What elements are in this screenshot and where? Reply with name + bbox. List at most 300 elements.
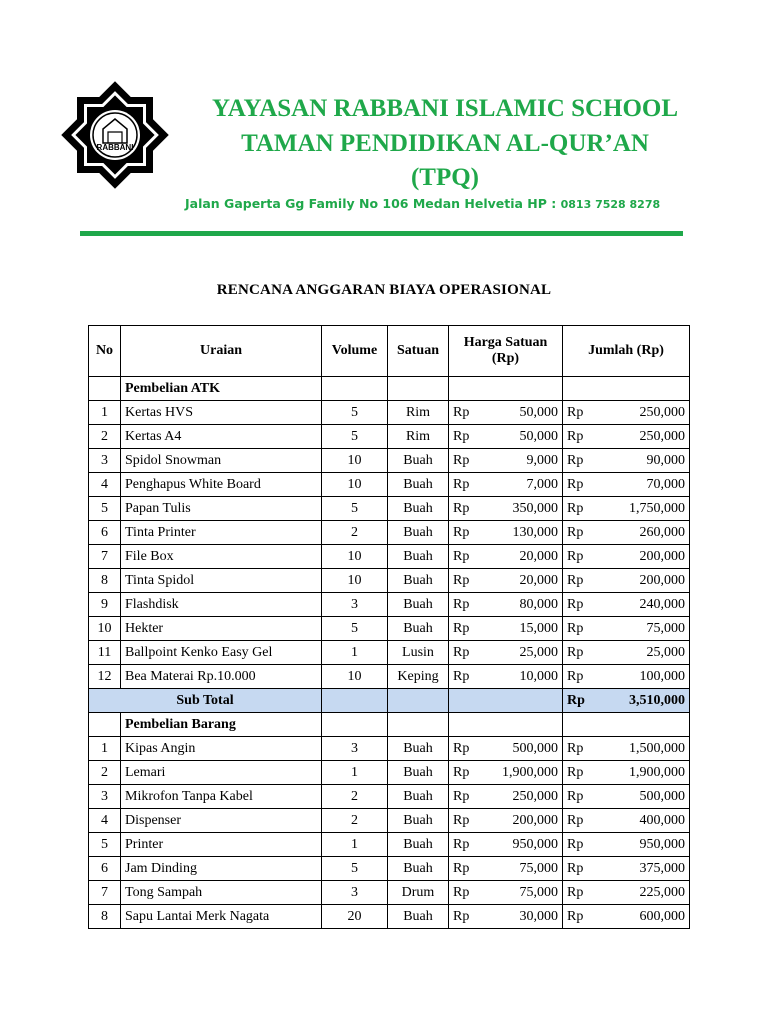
row-volume: 10	[322, 473, 388, 497]
row-jumlah-wrap	[567, 621, 685, 637]
currency-label: Rp	[567, 572, 584, 588]
table-row	[89, 473, 690, 497]
header-uraian: Uraian	[121, 326, 322, 377]
row-jumlah-wrap	[567, 669, 685, 685]
row-uraian: Lemari	[121, 761, 322, 785]
row-satuan: Buah	[388, 857, 449, 881]
section-empty-cell	[322, 713, 388, 737]
row-harga	[449, 545, 563, 569]
row-uraian: Hekter	[121, 617, 322, 641]
row-harga	[449, 449, 563, 473]
row-volume: 5	[322, 857, 388, 881]
row-volume: 3	[322, 593, 388, 617]
currency-label: Rp	[567, 548, 584, 564]
table-row	[89, 521, 690, 545]
section-empty-cell	[563, 713, 690, 737]
row-harga-value: 75,000	[519, 860, 558, 876]
table-row	[89, 857, 690, 881]
row-jumlah	[563, 521, 690, 545]
row-harga	[449, 737, 563, 761]
address-text: Jalan Gaperta Gg Family No 106 Medan Helvetia HP :	[185, 196, 561, 211]
row-satuan: Buah	[388, 761, 449, 785]
row-satuan: Buah	[388, 569, 449, 593]
currency-label: Rp	[453, 788, 470, 804]
row-jumlah	[563, 497, 690, 521]
row-harga-wrap	[453, 621, 558, 637]
row-volume: 5	[322, 617, 388, 641]
row-harga-value: 20,000	[519, 572, 558, 588]
row-harga	[449, 641, 563, 665]
row-uraian: File Box	[121, 545, 322, 569]
row-satuan: Buah	[388, 785, 449, 809]
row-volume: 10	[322, 665, 388, 689]
row-harga	[449, 401, 563, 425]
row-no: 12	[89, 665, 121, 689]
row-jumlah-wrap	[567, 789, 685, 805]
row-uraian: Bea Materai Rp.10.000	[121, 665, 322, 689]
row-satuan: Rim	[388, 425, 449, 449]
row-harga-wrap	[453, 597, 558, 613]
currency-label: Rp	[567, 428, 584, 444]
row-jumlah-wrap	[567, 909, 685, 925]
row-harga-value: 950,000	[512, 836, 558, 852]
row-no: 11	[89, 641, 121, 665]
school-abbrev: (TPQ)	[410, 164, 480, 191]
row-jumlah-wrap	[567, 453, 685, 469]
row-harga	[449, 809, 563, 833]
row-harga-wrap	[453, 861, 558, 877]
row-jumlah-wrap	[567, 597, 685, 613]
currency-label: Rp	[453, 428, 470, 444]
currency-label: Rp	[567, 452, 584, 468]
row-jumlah-wrap	[567, 573, 685, 589]
currency-label: Rp	[453, 452, 470, 468]
row-harga-value: 15,000	[519, 620, 558, 636]
row-jumlah	[563, 545, 690, 569]
row-jumlah-wrap	[567, 765, 685, 781]
row-satuan: Drum	[388, 881, 449, 905]
row-harga-value: 350,000	[512, 500, 558, 516]
currency-label: Rp	[453, 596, 470, 612]
row-jumlah-value: 375,000	[639, 860, 685, 876]
row-jumlah-value: 1,750,000	[629, 500, 685, 516]
row-no: 2	[89, 425, 121, 449]
currency-label: Rp	[567, 668, 584, 684]
row-jumlah	[563, 473, 690, 497]
row-satuan: Keping	[388, 665, 449, 689]
row-harga	[449, 617, 563, 641]
row-harga-value: 250,000	[512, 788, 558, 804]
row-volume: 5	[322, 497, 388, 521]
row-satuan: Buah	[388, 617, 449, 641]
row-harga	[449, 833, 563, 857]
row-harga-wrap	[453, 885, 558, 901]
row-harga-wrap	[453, 669, 558, 685]
currency-label: Rp	[567, 908, 584, 924]
table-header-row	[89, 326, 690, 377]
currency-label: Rp	[567, 404, 584, 420]
row-harga	[449, 425, 563, 449]
row-volume: 1	[322, 641, 388, 665]
row-no: 1	[89, 737, 121, 761]
subtotal-row	[89, 689, 690, 713]
row-volume: 3	[322, 881, 388, 905]
currency-label: Rp	[453, 524, 470, 540]
subtotal-amount-value: 3,510,000	[629, 692, 685, 708]
row-jumlah	[563, 593, 690, 617]
currency-label: Rp	[567, 596, 584, 612]
header-no: No	[89, 326, 121, 377]
row-volume: 2	[322, 521, 388, 545]
section-empty-cell	[449, 713, 563, 737]
row-volume: 1	[322, 761, 388, 785]
row-volume: 5	[322, 425, 388, 449]
row-jumlah	[563, 401, 690, 425]
row-harga	[449, 665, 563, 689]
row-no: 4	[89, 473, 121, 497]
row-harga-wrap	[453, 789, 558, 805]
row-jumlah-value: 400,000	[639, 812, 685, 828]
row-volume: 2	[322, 785, 388, 809]
table-row	[89, 785, 690, 809]
row-harga	[449, 593, 563, 617]
row-harga	[449, 905, 563, 929]
row-jumlah-wrap	[567, 837, 685, 853]
row-harga-value: 75,000	[519, 884, 558, 900]
currency-label: Rp	[453, 908, 470, 924]
row-harga-wrap	[453, 765, 558, 781]
row-uraian: Mikrofon Tanpa Kabel	[121, 785, 322, 809]
row-jumlah	[563, 665, 690, 689]
currency-label: Rp	[453, 644, 470, 660]
section-name: Pembelian Barang	[121, 713, 322, 737]
table-row	[89, 401, 690, 425]
row-volume: 2	[322, 809, 388, 833]
currency-label: Rp	[453, 764, 470, 780]
row-uraian: Ballpoint Kenko Easy Gel	[121, 641, 322, 665]
section-empty-cell	[563, 377, 690, 401]
row-harga	[449, 761, 563, 785]
row-jumlah-value: 200,000	[639, 572, 685, 588]
currency-label: Rp	[453, 572, 470, 588]
section-row	[89, 377, 690, 401]
section-name: Pembelian ATK	[121, 377, 322, 401]
row-uraian: Kertas A4	[121, 425, 322, 449]
row-jumlah-value: 1,900,000	[629, 764, 685, 780]
row-harga-value: 1,900,000	[502, 764, 558, 780]
table-row	[89, 425, 690, 449]
currency-label: Rp	[453, 668, 470, 684]
row-satuan: Buah	[388, 473, 449, 497]
row-volume: 1	[322, 833, 388, 857]
school-address	[185, 196, 745, 211]
row-jumlah-wrap	[567, 741, 685, 757]
currency-label: Rp	[567, 644, 584, 660]
row-jumlah-wrap	[567, 525, 685, 541]
row-jumlah	[563, 641, 690, 665]
currency-label: Rp	[567, 476, 584, 492]
row-jumlah	[563, 857, 690, 881]
table-row	[89, 737, 690, 761]
row-uraian: Tinta Spidol	[121, 569, 322, 593]
table-row	[89, 809, 690, 833]
row-satuan: Buah	[388, 497, 449, 521]
section-empty-cell	[322, 377, 388, 401]
currency-label: Rp	[453, 860, 470, 876]
row-satuan: Buah	[388, 833, 449, 857]
row-harga-wrap	[453, 645, 558, 661]
row-satuan: Buah	[388, 521, 449, 545]
row-uraian: Tinta Printer	[121, 521, 322, 545]
header-jumlah: Jumlah (Rp)	[563, 326, 690, 377]
header-volume: Volume	[322, 326, 388, 377]
row-satuan: Buah	[388, 905, 449, 929]
row-jumlah-wrap	[567, 405, 685, 421]
row-uraian: Spidol Snowman	[121, 449, 322, 473]
row-jumlah-wrap	[567, 885, 685, 901]
row-harga-wrap	[453, 405, 558, 421]
row-volume: 10	[322, 569, 388, 593]
subtotal-amount	[563, 689, 690, 713]
row-jumlah-wrap	[567, 861, 685, 877]
currency-label: Rp	[453, 884, 470, 900]
row-no: 1	[89, 401, 121, 425]
row-harga-wrap	[453, 741, 558, 757]
row-uraian: Tong Sampah	[121, 881, 322, 905]
row-volume: 10	[322, 449, 388, 473]
row-no: 5	[89, 497, 121, 521]
row-satuan: Lusin	[388, 641, 449, 665]
row-uraian: Kipas Angin	[121, 737, 322, 761]
currency-label: Rp	[567, 884, 584, 900]
subtotal-label: Sub Total	[89, 689, 322, 713]
row-harga-value: 50,000	[519, 404, 558, 420]
row-jumlah	[563, 569, 690, 593]
currency-label: Rp	[453, 836, 470, 852]
subtotal-empty-cell	[388, 689, 449, 713]
table-row	[89, 545, 690, 569]
currency-label: Rp	[567, 524, 584, 540]
row-jumlah	[563, 449, 690, 473]
row-no: 3	[89, 785, 121, 809]
row-no: 8	[89, 569, 121, 593]
row-jumlah-value: 100,000	[639, 668, 685, 684]
logo-text: RABBANI	[96, 143, 134, 152]
row-jumlah	[563, 737, 690, 761]
table-row	[89, 641, 690, 665]
row-harga	[449, 857, 563, 881]
table-row	[89, 665, 690, 689]
row-no: 7	[89, 545, 121, 569]
row-jumlah-value: 200,000	[639, 548, 685, 564]
section-no-cell	[89, 377, 121, 401]
row-jumlah	[563, 833, 690, 857]
table-row	[89, 593, 690, 617]
row-harga	[449, 473, 563, 497]
row-jumlah-value: 250,000	[639, 428, 685, 444]
section-empty-cell	[388, 377, 449, 401]
row-uraian: Dispenser	[121, 809, 322, 833]
row-jumlah-value: 1,500,000	[629, 740, 685, 756]
row-harga-wrap	[453, 909, 558, 925]
row-harga-value: 80,000	[519, 596, 558, 612]
row-harga-value: 500,000	[512, 740, 558, 756]
row-satuan: Buah	[388, 449, 449, 473]
row-no: 7	[89, 881, 121, 905]
row-jumlah-wrap	[567, 477, 685, 493]
row-jumlah-wrap	[567, 645, 685, 661]
subtotal-empty-cell	[322, 689, 388, 713]
row-harga	[449, 521, 563, 545]
row-harga	[449, 785, 563, 809]
table-row	[89, 905, 690, 929]
row-harga-wrap	[453, 477, 558, 493]
table-row	[89, 497, 690, 521]
table-row	[89, 449, 690, 473]
row-jumlah-value: 240,000	[639, 596, 685, 612]
row-jumlah-value: 75,000	[646, 620, 685, 636]
phone-number: 0813 7528 8278	[560, 198, 661, 211]
row-harga-value: 50,000	[519, 428, 558, 444]
row-volume: 20	[322, 905, 388, 929]
row-jumlah-wrap	[567, 813, 685, 829]
row-volume: 5	[322, 401, 388, 425]
row-harga-wrap	[453, 429, 558, 445]
row-uraian: Printer	[121, 833, 322, 857]
header-divider	[80, 231, 683, 236]
table-body	[89, 377, 690, 929]
row-uraian: Jam Dinding	[121, 857, 322, 881]
row-satuan: Buah	[388, 545, 449, 569]
row-jumlah-value: 70,000	[646, 476, 685, 492]
row-jumlah	[563, 785, 690, 809]
currency-label: Rp	[567, 764, 584, 780]
row-jumlah-value: 225,000	[639, 884, 685, 900]
currency-label: Rp	[567, 812, 584, 828]
row-harga-wrap	[453, 501, 558, 517]
row-jumlah	[563, 809, 690, 833]
row-jumlah-wrap	[567, 549, 685, 565]
row-jumlah-value: 950,000	[639, 836, 685, 852]
row-harga-value: 25,000	[519, 644, 558, 660]
row-harga-wrap	[453, 525, 558, 541]
row-harga-value: 130,000	[512, 524, 558, 540]
budget-table	[88, 325, 690, 929]
row-jumlah-value: 500,000	[639, 788, 685, 804]
currency-label: Rp	[453, 404, 470, 420]
currency-label: Rp	[453, 548, 470, 564]
row-harga-wrap	[453, 573, 558, 589]
table-row	[89, 569, 690, 593]
row-harga-value: 10,000	[519, 668, 558, 684]
row-harga-value: 20,000	[519, 548, 558, 564]
school-subtitle: TAMAN PENDIDIKAN AL-QUR’AN	[241, 130, 649, 157]
currency-label: Rp	[567, 620, 584, 636]
row-volume: 3	[322, 737, 388, 761]
currency-label: Rp	[453, 500, 470, 516]
table-row	[89, 881, 690, 905]
row-uraian: Kertas HVS	[121, 401, 322, 425]
row-harga-wrap	[453, 813, 558, 829]
row-satuan: Buah	[388, 737, 449, 761]
row-harga	[449, 497, 563, 521]
header-harga-satuan: Harga Satuan (Rp)	[449, 326, 563, 377]
row-uraian: Sapu Lantai Merk Nagata	[121, 905, 322, 929]
row-jumlah	[563, 425, 690, 449]
row-no: 8	[89, 905, 121, 929]
table-row	[89, 617, 690, 641]
row-satuan: Buah	[388, 593, 449, 617]
row-uraian: Papan Tulis	[121, 497, 322, 521]
row-no: 2	[89, 761, 121, 785]
row-harga-wrap	[453, 549, 558, 565]
currency-label: Rp	[453, 740, 470, 756]
currency-label: Rp	[567, 500, 584, 516]
school-name: YAYASAN RABBANI ISLAMIC SCHOOL	[211, 95, 679, 122]
row-jumlah-wrap	[567, 429, 685, 445]
currency-label: Rp	[567, 788, 584, 804]
section-empty-cell	[449, 377, 563, 401]
row-jumlah	[563, 905, 690, 929]
row-jumlah	[563, 881, 690, 905]
row-satuan: Rim	[388, 401, 449, 425]
currency-label: Rp	[453, 620, 470, 636]
row-jumlah-wrap	[567, 501, 685, 517]
row-uraian: Flashdisk	[121, 593, 322, 617]
row-jumlah-value: 260,000	[639, 524, 685, 540]
row-harga	[449, 881, 563, 905]
currency-label: Rp	[567, 860, 584, 876]
currency-label: Rp	[567, 836, 584, 852]
document-title: RENCANA ANGGARAN BIAYA OPERASIONAL	[216, 282, 552, 298]
row-satuan: Buah	[388, 809, 449, 833]
currency-label: Rp	[567, 692, 585, 708]
row-jumlah-value: 90,000	[646, 452, 685, 468]
section-row	[89, 713, 690, 737]
row-jumlah-value: 600,000	[639, 908, 685, 924]
row-no: 9	[89, 593, 121, 617]
section-empty-cell	[388, 713, 449, 737]
row-no: 6	[89, 857, 121, 881]
row-jumlah-value: 25,000	[646, 644, 685, 660]
subtotal-amount-wrap	[567, 693, 685, 709]
row-uraian: Penghapus White Board	[121, 473, 322, 497]
row-jumlah-value: 250,000	[639, 404, 685, 420]
section-no-cell	[89, 713, 121, 737]
row-harga-wrap	[453, 453, 558, 469]
row-no: 10	[89, 617, 121, 641]
row-no: 3	[89, 449, 121, 473]
row-jumlah	[563, 617, 690, 641]
row-volume: 10	[322, 545, 388, 569]
row-harga	[449, 569, 563, 593]
table-row	[89, 761, 690, 785]
row-harga-value: 7,000	[526, 476, 558, 492]
row-no: 6	[89, 521, 121, 545]
currency-label: Rp	[453, 476, 470, 492]
row-harga-wrap	[453, 837, 558, 853]
currency-label: Rp	[567, 740, 584, 756]
subtotal-empty-cell	[449, 689, 563, 713]
row-harga-value: 9,000	[526, 452, 558, 468]
row-no: 5	[89, 833, 121, 857]
row-harga-value: 30,000	[519, 908, 558, 924]
row-harga-value: 200,000	[512, 812, 558, 828]
currency-label: Rp	[453, 812, 470, 828]
row-jumlah	[563, 761, 690, 785]
header-satuan: Satuan	[388, 326, 449, 377]
table-row	[89, 833, 690, 857]
